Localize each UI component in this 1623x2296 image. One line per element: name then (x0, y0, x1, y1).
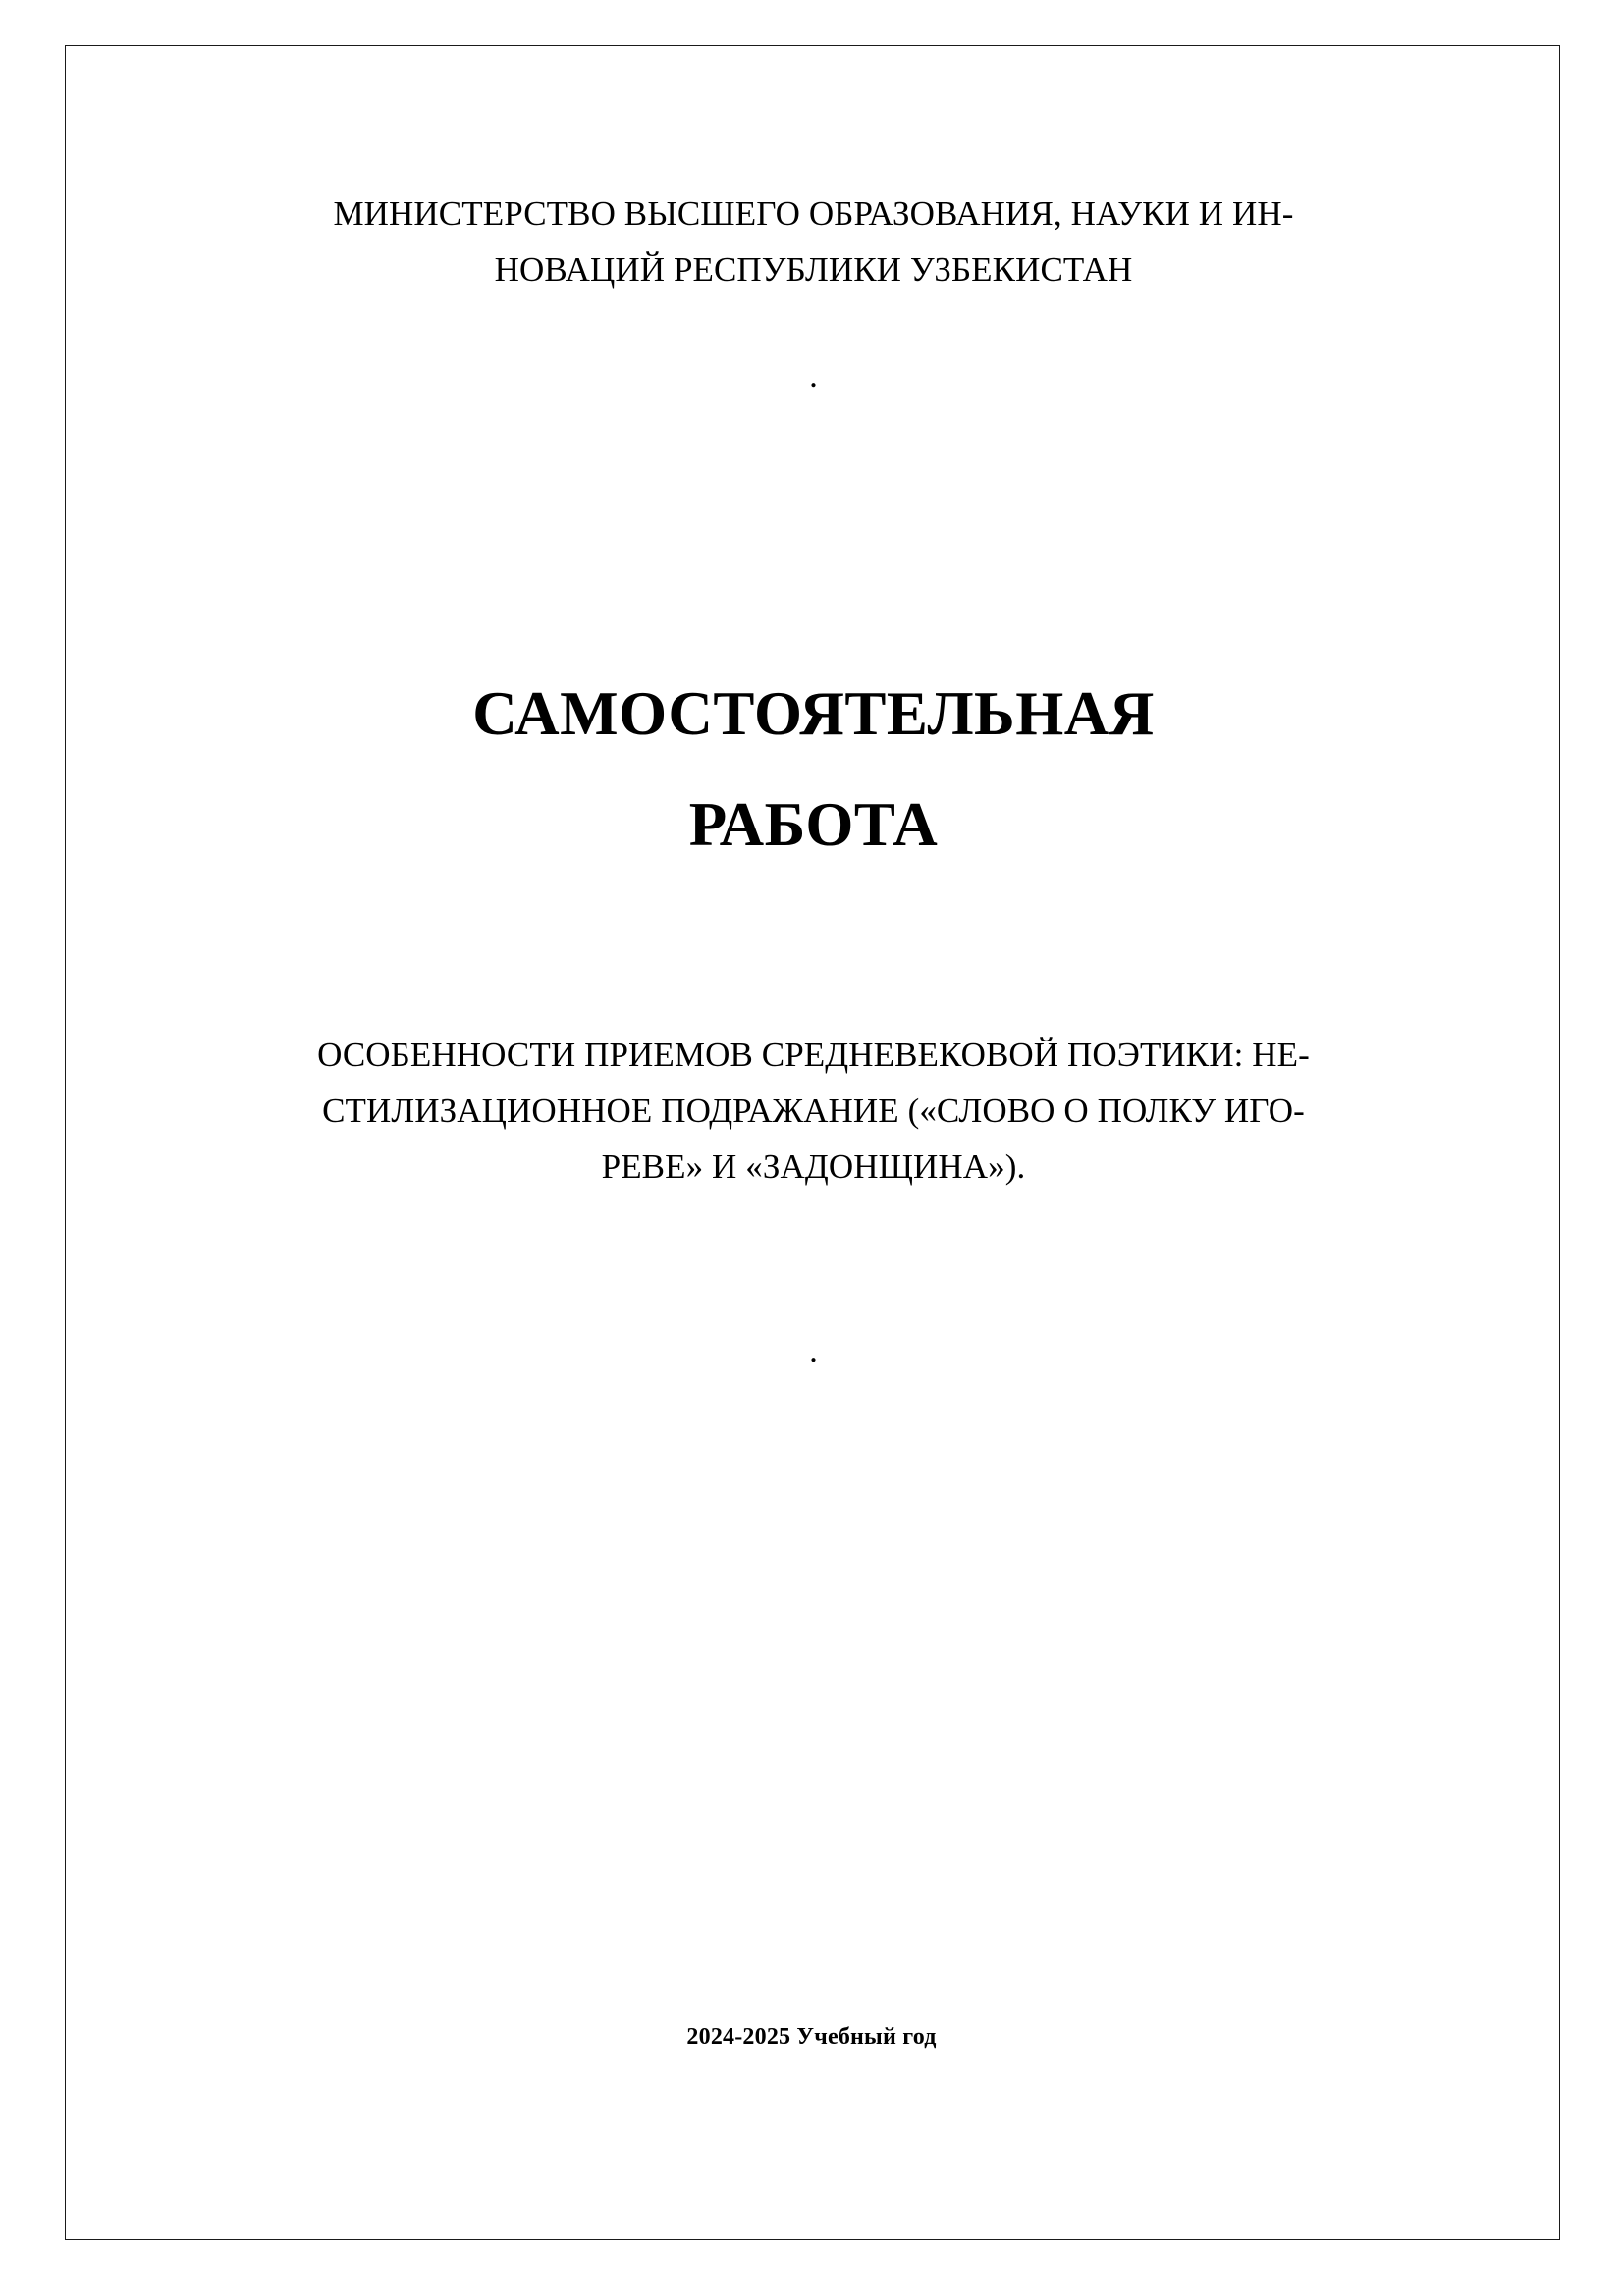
separator-dot-bottom: . (809, 1330, 818, 1369)
academic-year-footer: 2024-2025 Учебный год (686, 2024, 937, 2050)
ministry-heading-line-2: НОВАЦИЙ РЕСПУБЛИКИ УЗБЕКИСТАН (494, 249, 1133, 289)
page-title-line-2: РАБОТА (688, 789, 939, 859)
page-subtitle-line-2: СТИЛИЗАЦИОННОЕ ПОДРАЖАНИЕ («СЛОВО О ПОЛКУ ИГО- (322, 1092, 1305, 1131)
page-subtitle (232, 1027, 1395, 1196)
page-title-line-1: САМОСТОЯТЕЛЬНАЯ (472, 679, 1155, 749)
title-page-content (232, 187, 1395, 1378)
page-subtitle-line-1: ОСОБЕННОСТИ ПРИЕМОВ СРЕДНЕВЕКОВОЙ ПОЭТИКИ: НЕ- (317, 1035, 1310, 1074)
page-title (232, 659, 1395, 879)
separator-dot-top: . (809, 356, 818, 396)
ministry-heading-line-1: МИНИСТЕРСТВО ВЫСШЕГО ОБРАЗОВАНИЯ, НАУКИ И ИН- (333, 194, 1294, 233)
page-subtitle-line-3: РЕВЕ» И «ЗАДОНЩИНА»). (601, 1148, 1026, 1187)
ministry-heading (232, 187, 1395, 297)
